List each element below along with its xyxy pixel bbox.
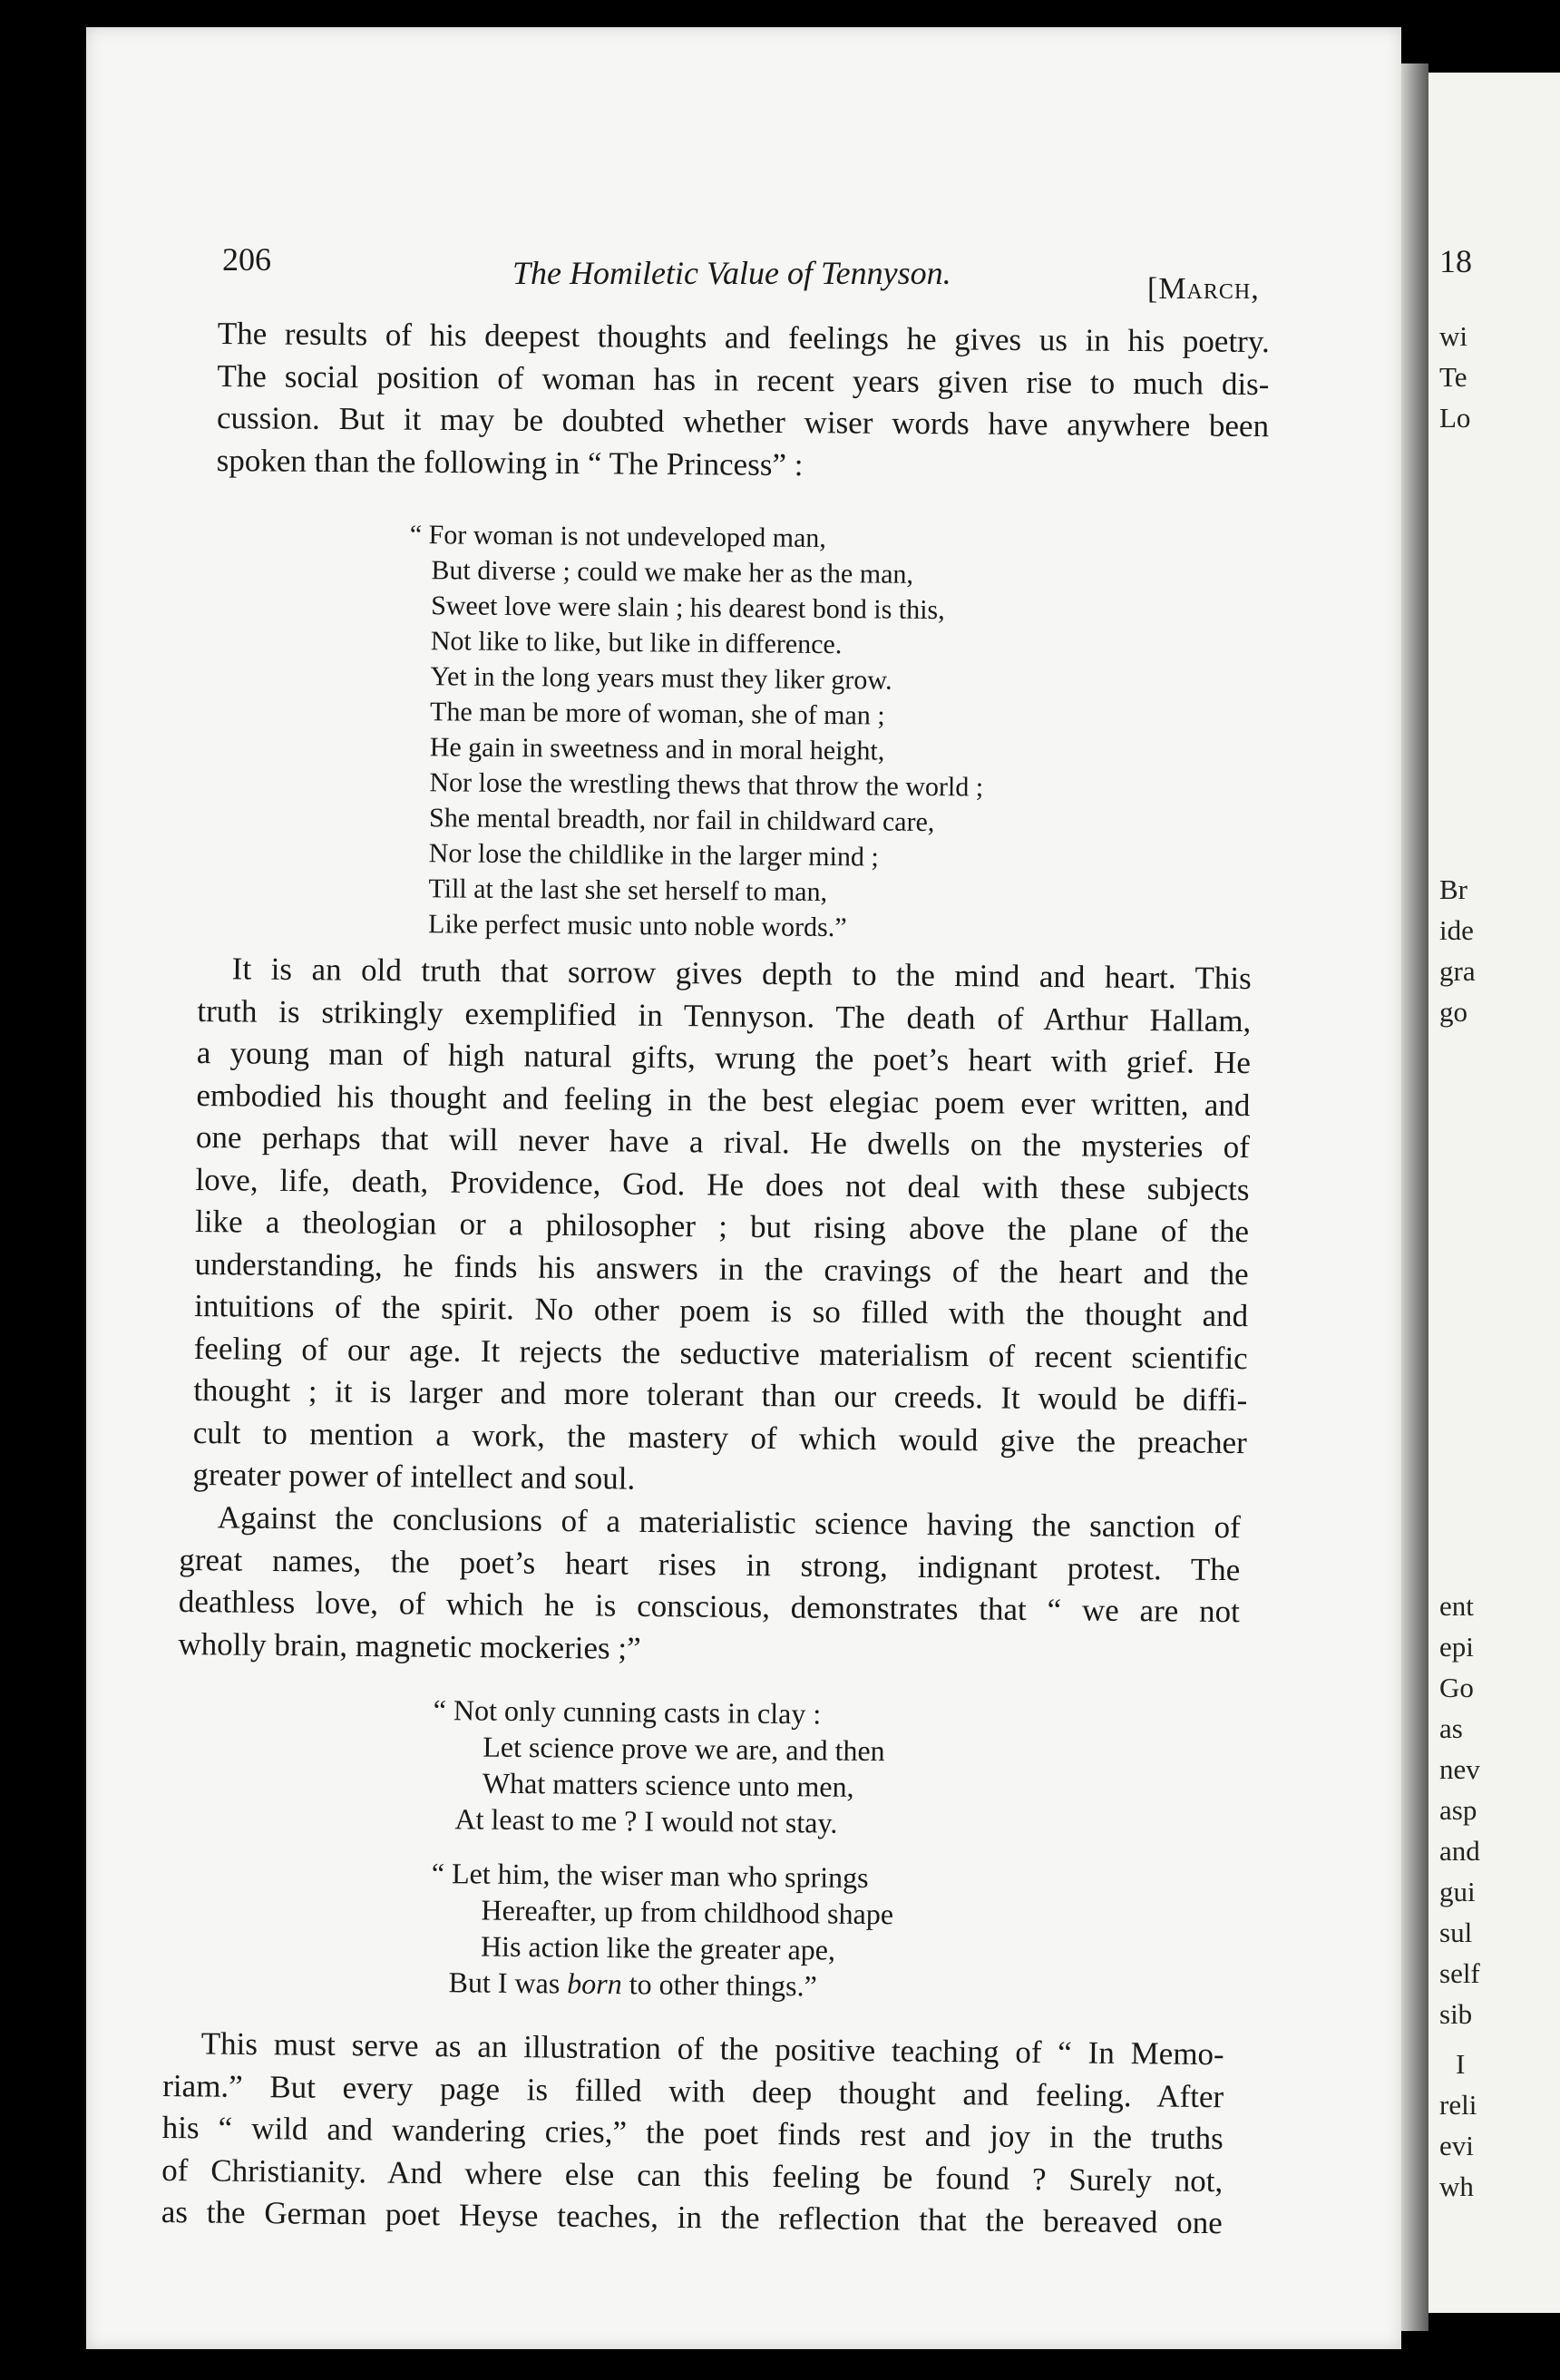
next-page-fragment: gra (1439, 955, 1476, 987)
verse-line: Let science prove we are, and then (483, 1730, 885, 1768)
text-line: riam.” But every page is filled with deep thought and feeling. After (162, 2067, 1224, 2114)
verse-line: “ Let him, the wiser man who springs (431, 1856, 869, 1895)
text-line: greater power of intellect and soul. (192, 1456, 636, 1497)
verse-line: Till at the last she set herself to man, (428, 873, 828, 908)
next-page-fragment: Te (1439, 361, 1467, 393)
next-page-edge (1428, 73, 1560, 2313)
paragraph (217, 313, 1270, 490)
next-page-fragment: Go (1439, 1672, 1474, 1703)
verse-line: She mental breadth, nor fail in childward care, (428, 803, 935, 838)
text-line: thought ; it is larger and more tolerant than our creeds. It would be diffi- (193, 1371, 1248, 1419)
verse-line: Yet in the long years must they liker grow. (430, 661, 892, 696)
next-page-fragment: nev (1439, 1753, 1480, 1785)
text-line: understanding, he finds his answers in the cravings of the heart and the (194, 1245, 1249, 1292)
text-line: deathless love, of which he is conscious, demonstrates that “ we are not (178, 1583, 1241, 1630)
text-line: It is an old truth that sorrow gives depth to the mind and heart. This (231, 951, 1252, 997)
verse-line: The man be more of woman, she of man ; (429, 697, 885, 731)
text-line: wholly brain, magnetic mockeries ;” (178, 1625, 641, 1666)
text-line: cussion. But it may be doubted whether wiser words have anywhere been (216, 399, 1270, 444)
text-line: The social position of woman has in recent years given rise to much dis- (217, 357, 1270, 402)
text-line: as the German poet Heyse teaches, in the reflection that the bereaved one (161, 2193, 1223, 2241)
verse-line: He gain in sweetness and in moral height, (429, 732, 885, 766)
next-page-fragment: I (1456, 2048, 1466, 2080)
text-line: a young man of high natural gifts, wrung the poet’s heart with grief. He (196, 1034, 1252, 1081)
next-page-fragment: evi (1439, 2130, 1474, 2161)
italic-word: born (567, 1966, 622, 2001)
running-title: The Homiletic Value of Tennyson. (512, 255, 951, 291)
text-line: feeling of our age. It rejects the seductive materialism of recent scientific (193, 1330, 1248, 1376)
text-line: This must serve as an illustration of the positive teaching of “ In Memo- (200, 2025, 1224, 2073)
verse-line: “ Not only cunning casts in clay : (433, 1692, 822, 1731)
text-line: truth is strikingly exemplified in Tennyson. The death of Arthur Hallam, (197, 992, 1252, 1039)
running-month: [March, (1147, 272, 1260, 306)
paragraph (192, 948, 1252, 1507)
next-page-fragment: Br (1439, 873, 1467, 905)
page-number: 206 (222, 241, 271, 278)
text-line: love, life, death, Providence, God. He does not deal with these subjects (195, 1161, 1250, 1207)
text-line: of Christianity. And where else can this feeling be found ? Surely not, (161, 2151, 1224, 2199)
verse-line: What matters science unto men, (482, 1766, 854, 1803)
next-page-fragment: Lo (1439, 402, 1471, 434)
next-page-fragment: sul (1439, 1917, 1473, 1948)
next-page-fragment: as (1439, 1712, 1463, 1744)
text-line: intuitions of the spirit. No other poem is so filled with the thought and (194, 1287, 1249, 1334)
verse-quotation (430, 1692, 978, 2005)
verse-line: Hereafter, up from childhood shape (481, 1893, 894, 1931)
verse-line: Nor lose the wrestling thews that throw the world ; (429, 767, 984, 803)
text-line: great names, the poet’s heart rises in strong, indignant protest. The (179, 1541, 1241, 1587)
text-line: one perhaps that will never have a rival. He dwells on the mysteries of (195, 1118, 1251, 1166)
text-line: embodied his thought and feeling in the best elegiac poem ever written, and (196, 1077, 1251, 1123)
next-page-fragment: sib (1439, 1998, 1473, 2030)
text-line: The results of his deepest thoughts and feelings he gives us in his poetry. (217, 315, 1270, 360)
next-page-fragment: self (1439, 1957, 1480, 1989)
paragraph (178, 1497, 1241, 1675)
book-spine-shadow (1401, 63, 1428, 2331)
next-page-fragment: asp (1439, 1794, 1477, 1826)
next-page-fragment: epi (1439, 1631, 1474, 1663)
next-page-fragment: reli (1439, 2089, 1477, 2121)
verse-quotation (406, 517, 1099, 948)
verse-line: Nor lose the childlike in the larger mind ; (428, 838, 879, 873)
verse-line: At least to me ? I would not stay. (454, 1802, 838, 1839)
next-page-header-fragment: 18 (1439, 243, 1472, 279)
next-page-fragment: ide (1439, 914, 1474, 946)
next-page-fragment: go (1439, 996, 1467, 1028)
verse-line: Not like to like, but like in difference. (430, 626, 843, 660)
verse-line: But diverse ; could we make her as the man, (431, 555, 914, 590)
next-page-fragment: and (1439, 1835, 1480, 1867)
text-line: Against the conclusions of a materialistic science having the sanction of (217, 1499, 1241, 1546)
verse-line: “ For woman is not undeveloped man, (409, 519, 827, 554)
paragraph (161, 2023, 1224, 2245)
text-line: spoken than the following in “ The Princess” : (216, 442, 804, 483)
verse-line: Sweet love were slain ; his dearest bond is this, (431, 590, 945, 626)
text-line: cult to mention a work, the mastery of which would give the preacher (192, 1414, 1248, 1460)
next-page-fragment: wh (1439, 2170, 1474, 2202)
next-page-fragment: ent (1439, 1590, 1474, 1622)
next-page-fragment: gui (1439, 1876, 1476, 1907)
next-page-fragment: wi (1439, 320, 1467, 352)
text-line: like a theologian or a philosopher ; but rising above the plane of the (194, 1203, 1250, 1250)
verse-line: Like perfect music unto noble words.” (427, 909, 847, 943)
verse-line: But I was born to other things.” (448, 1965, 818, 2003)
text-line: his “ wild and wandering cries,” the poet finds rest and joy in the truths (161, 2109, 1224, 2157)
verse-line: His action like the greater ape, (480, 1929, 836, 1966)
